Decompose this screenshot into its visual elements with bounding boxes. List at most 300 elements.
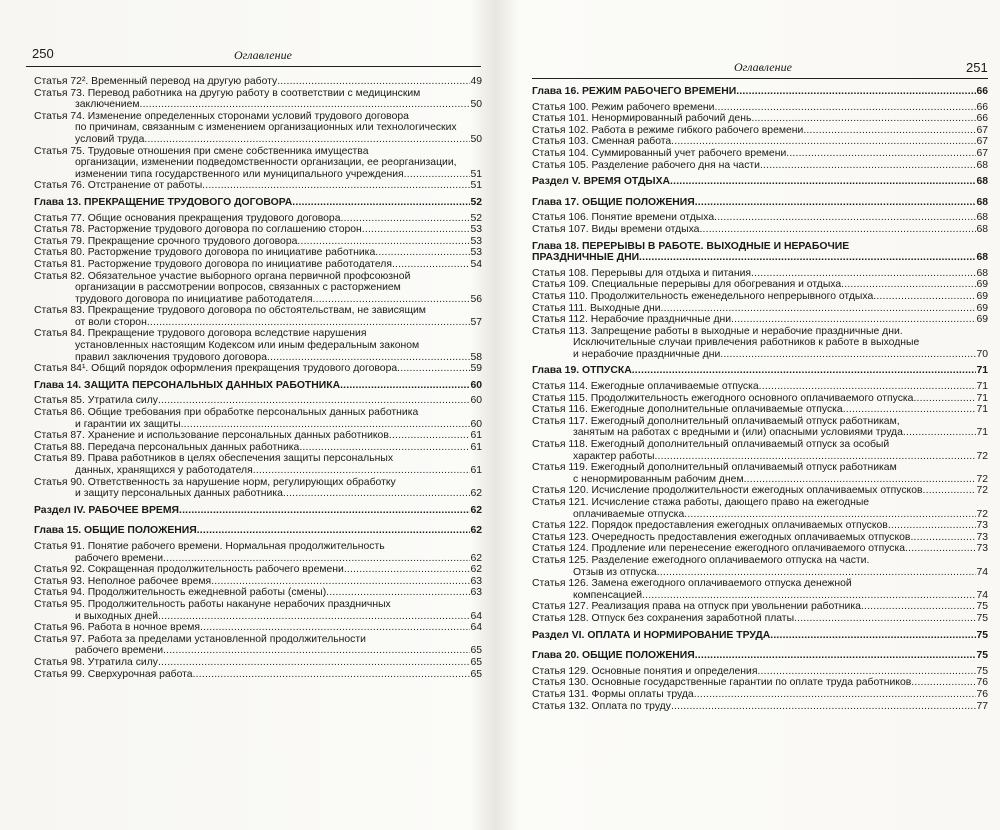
toc-page-number: 74 [976,566,988,578]
toc-entry-text: рабочего времени [75,645,164,657]
dot-leader [903,427,977,439]
toc-heading [532,86,988,98]
toc-page-number: 68 [976,176,988,188]
left-header [12,44,482,64]
toc-entry-text: Статья 75. Трудовые отношения при смене собственника имущества [34,145,369,157]
toc-page-number: 65 [470,656,482,668]
toc-page-number: 60 [470,418,482,430]
toc-entry [34,111,482,146]
page-number: 250 [32,46,54,61]
toc-entry-text: Статья 116. Ежегодные дополнительные оплачиваемые отпуска [532,404,843,416]
toc-entry [34,180,482,192]
toc-entry [34,564,482,576]
toc-page-number: 69 [976,279,988,291]
dot-leader [770,630,976,642]
toc-page-number: 73 [976,543,988,555]
toc-entry-text: Глава 17. ОБЩИЕ ПОЛОЖЕНИЯ [532,196,695,208]
toc-heading [34,380,482,392]
dot-leader [200,622,470,634]
dot-leader [861,601,977,613]
toc-entry-text: Статья 91. Понятие рабочего времени. Нормальная продолжительность [34,540,385,552]
toc-entry-text: компенсацией [573,589,643,601]
toc-entry [532,136,988,148]
toc-entry [532,125,988,137]
toc-entry [532,578,988,601]
toc-page-number: 54 [470,258,482,270]
toc-entry [532,613,988,625]
toc-entry [34,634,482,657]
toc-entry-text: Глава 16. РЕЖИМ РАБОЧЕГО ВРЕМЕНИ [532,86,737,97]
dot-leader [699,224,976,236]
dot-leader [253,465,471,477]
dot-leader [277,76,470,88]
toc-entry [34,247,482,259]
toc-entry [532,224,988,236]
toc-page-number: 53 [470,235,482,247]
toc-entry-text: Отзыв из отпуска [573,566,657,578]
toc-entry-text: Статья 112. Нерабочие праздничные дни [532,314,732,326]
toc-entry [34,442,482,454]
toc-entry-text: условий труда [75,133,145,145]
dot-leader [694,689,977,701]
dot-leader [340,380,470,392]
header-title: Оглавление [734,60,792,74]
toc-page-number: 73 [976,531,988,543]
toc-entry-text: Статья 80. Расторжение трудового договора по инициативе работника [34,247,376,259]
toc-entry-text: Статья 118. Ежегодный дополнительный оплачиваемый отпуск за особый [532,439,890,451]
toc-entry-text: от воли сторон [75,316,147,328]
toc-entry [532,381,988,393]
toc-entry-text: Раздел IV. РАБОЧЕЕ ВРЕМЯ [34,504,179,516]
toc-entry-text: Статья 84. Прекращение трудового договора вследствие нарушения [34,328,367,340]
toc-entry-text: Статья 90. Ответственность за нарушение норм, регулирующих обработку [34,476,396,488]
toc-entry-text: Статья 126. Замена ежегодного оплачиваемого отпуска денежной [532,578,852,590]
dot-leader [197,525,471,537]
toc-page-number: 66 [976,113,988,125]
toc-page-number: 70 [976,348,988,360]
dot-leader [639,252,976,264]
toc-entry-text: Статья 97. Работа за пределами установленной продолжительности [34,633,366,645]
dot-leader [760,160,976,172]
toc-page-number: 71 [976,365,988,377]
dot-leader [179,505,470,517]
dot-leader [344,564,471,576]
toc-entry-text: Статья 102. Работа в режиме гибкого рабочего времени [532,124,804,136]
toc-entry-text: Статья 110. Продолжительность еженедельного непрерывного отдыха [532,290,874,302]
toc-list-left [34,76,482,680]
toc-entry-text: Статья 72². Временный перевод на другую работу [34,76,278,87]
toc-entry-text: рабочего времени [75,552,164,564]
toc-entry-text: установленных настоящим Кодексом или иным федеральным законом [75,340,420,352]
toc-entry-text: Статья 131. Формы оплаты труда [532,688,694,700]
toc-entry [532,462,988,485]
toc-entry [34,259,482,271]
toc-entry [34,236,482,248]
toc-page-number: 51 [470,180,482,192]
toc-page-number: 58 [470,351,482,363]
toc-entry-text: Статья 115. Продолжительность ежегодного основного оплачиваемого отпуска [532,392,914,404]
toc-page-number: 50 [470,99,482,111]
toc-page-number: 68 [976,159,988,171]
dot-leader [632,365,977,377]
toc-entry [532,148,988,160]
toc-entry-text: Статья 81. Расторжение трудового договора по инициативе работодателя [34,258,392,270]
dot-leader [163,553,470,565]
toc-entry-text: Статья 101. Ненормированный рабочий день [532,113,752,125]
toc-page-number: 72 [976,473,988,485]
toc-entry-text: Статья 74. Изменение определенных сторонами условий трудового договора [34,110,409,122]
toc-entry-text: Статья 119. Ежегодный дополнительный оплачиваемый отпуск работникам [532,462,897,474]
toc-page-number: 74 [976,589,988,601]
dot-leader [695,650,977,662]
toc-entry-text: Статья 124. Продление или перенесение ежегодного оплачиваемого отпуска [532,543,906,555]
toc-page-number: 62 [470,564,482,576]
toc-entry-text: Статья 99. Сверхурочная работа [34,668,193,680]
toc-heading [532,241,988,264]
toc-entry-text: Глава 13. ПРЕКРАЩЕНИЕ ТРУДОВОГО ДОГОВОРА [34,196,293,208]
toc-entry [34,599,482,622]
toc-entry [34,477,482,500]
toc-entry-text: Глава 15. ОБЩИЕ ПОЛОЖЕНИЯ [34,525,197,537]
dot-leader [211,576,470,588]
toc-page-number: 66 [976,86,988,97]
toc-entry-text: Статья 93. Неполное рабочее время [34,575,212,587]
toc-entry [532,677,988,689]
toc-page-number: 75 [976,665,988,677]
dot-leader [297,236,470,248]
toc-entry [532,393,988,405]
toc-page-number: 69 [976,314,988,326]
toc-page-number: 75 [976,612,988,624]
dot-leader [670,176,976,188]
dot-leader [803,125,976,137]
toc-entry [34,453,482,476]
toc-entry-text: Статья 82. Обязательное участие выборного органа первичной профсоюзной [34,270,411,282]
toc-page-number: 50 [470,133,482,145]
toc-page-number: 65 [470,668,482,680]
dot-leader [720,349,976,361]
toc-page-number: 60 [470,379,482,391]
toc-page-number: 52 [470,212,482,224]
dot-leader [751,268,976,280]
toc-entry [532,113,988,125]
dot-leader [657,567,977,579]
dot-leader [731,314,976,326]
toc-entry [532,404,988,416]
toc-entry [532,689,988,701]
toc-entry [532,416,988,439]
toc-page-number: 53 [470,224,482,236]
dot-leader [684,509,976,521]
toc-entry [34,88,482,111]
toc-page-number: 72 [976,485,988,497]
dot-leader [267,352,470,364]
toc-page-number: 68 [976,212,988,224]
toc-entry-text: Статья 114. Ежегодные оплачиваемые отпуска [532,381,759,393]
toc-page-number: 72 [976,450,988,462]
toc-entry-text: Статья 120. Исчисление продолжительности ежегодных оплачиваемых отпусков [532,485,923,497]
toc-entry-text: Статья 117. Ежегодный дополнительный оплачиваемый отпуск работникам, [532,415,900,427]
dot-leader [158,611,470,623]
toc-page-number: 71 [976,381,988,393]
toc-entry [532,303,988,315]
toc-page-number: 71 [976,392,988,404]
toc-entry-text: Статья 92. Сокращенная продолжительность рабочего времени [34,564,344,576]
toc-page-number: 76 [976,688,988,700]
toc-entry [34,328,482,363]
dot-leader [299,442,470,454]
toc-entry-text: Статья 94. Продолжительность ежедневной работы (смены) [34,587,327,599]
toc-entry-text: организации в рассмотрении вопросов, связанных с расторжением [75,282,401,294]
toc-page-number: 53 [470,247,482,259]
header-title: Оглавление [234,48,292,62]
toc-entry-text: Статья 125. Разделение ежегодного оплачиваемого отпуска на части. [532,554,870,566]
dot-leader [283,488,471,500]
toc-page-number: 62 [470,552,482,564]
dot-leader [181,419,471,431]
toc-entry [532,268,988,280]
toc-entry [532,291,988,303]
toc-entry-text: с ненормированным рабочим днем [573,473,744,485]
toc-entry-text: Статья 100. Режим рабочего времени [532,101,715,113]
dot-leader [910,532,976,544]
toc-entry [532,212,988,224]
dot-leader [786,148,976,160]
toc-page-number: 71 [976,427,988,439]
toc-heading [532,365,988,377]
toc-page-number: 61 [470,465,482,476]
toc-entry-text: Статья 84¹. Общий порядок оформления прекращения трудового договора [34,363,398,375]
toc-entry-text: Статья 79. Прекращение срочного трудового договора [34,235,298,247]
toc-entry [532,439,988,462]
toc-entry-text: Раздел V. ВРЕМЯ ОТДЫХА [532,176,671,188]
toc-heading [532,197,988,209]
toc-page-number: 59 [470,363,482,375]
toc-entry-text: по причинам, связанным с изменением организационных или технологических [75,122,457,134]
dot-leader [759,381,977,393]
toc-page-number: 49 [470,76,482,87]
toc-entry [532,497,988,520]
toc-entry-text: Глава 19. ОТПУСКА [532,365,632,377]
toc-page-number: 60 [470,395,482,407]
toc-entry-text: Статья 78. Расторжение трудового договора по соглашению сторон [34,224,362,236]
header-rule [532,78,988,79]
dot-leader [158,657,470,669]
toc-entry-text: трудового договора по инициативе работодателя [75,293,313,305]
toc-entry-text: Статья 107. Виды времени отдыха [532,223,700,235]
toc-entry-text: Статья 104. Суммированный учет рабочего времени [532,147,787,159]
toc-entry-text: Статья 95. Продолжительность работы накануне нерабочих праздничных [34,598,391,610]
dot-leader [341,213,471,225]
toc-entry-text: и выходных дней [75,610,159,622]
toc-entry [532,666,988,678]
dot-leader [389,430,471,442]
toc-entry-text: Статья 77. Общие основания прекращения трудового договора [34,212,341,224]
toc-page-number: 72 [976,508,988,520]
toc-entry-text: Статья 129. Основные понятия и определения [532,665,758,677]
toc-entry [34,407,482,430]
toc-entry [532,314,988,326]
toc-entry [532,543,988,555]
toc-entry [532,601,988,613]
toc-page-number: 75 [976,601,988,613]
dot-leader [202,180,470,192]
toc-page-number: 63 [470,587,482,599]
dot-leader [654,451,976,463]
toc-entry-text: Статья 122. Порядок предоставления ежегодных оплачиваемых отпусков [532,520,888,532]
toc-entry-text: Статья 86. Общие требования при обработке персональных данных работника [34,407,419,419]
dot-leader [671,136,976,148]
toc-entry-text: Статья 130. Основные государственные гарантии по оплате труда работников [532,677,912,689]
header-rule [26,66,481,67]
toc-entry-text: Статья 111. Выходные дни [532,302,661,314]
toc-entry-text: Статья 87. Хранение и использование персональных данных работников [34,430,389,442]
dot-leader [313,294,471,306]
dot-leader [158,395,470,407]
toc-page-number: 73 [976,520,988,532]
dot-leader [140,99,471,111]
toc-entry [532,555,988,578]
toc-entry [532,520,988,532]
toc-heading [34,197,482,209]
toc-entry-text: ПРАЗДНИЧНЫЕ ДНИ [532,252,640,264]
toc-entry [34,213,482,225]
toc-page-number: 77 [976,700,988,712]
page-number: 251 [966,60,988,75]
toc-page-number: 63 [470,575,482,587]
toc-page-number: 68 [976,252,988,264]
toc-page-number: 57 [470,316,482,328]
toc-entry-text: Глава 18. ПЕРЕРЫВЫ В РАБОТЕ. ВЫХОДНЫЕ И НЕРАБОЧИЕ [532,240,850,252]
toc-entry-text: Статья 121. Исчисление стажа работы, дающего право на ежегодные [532,497,870,508]
toc-entry-text: и защиту персональных данных работника [75,488,283,500]
dot-leader [642,590,976,602]
toc-page-number: 65 [470,645,482,657]
toc-entry-text: заключением [75,99,140,111]
toc-entry [34,430,482,442]
dot-leader [913,393,976,405]
toc-entry-text: занятым на работах с вредными и (или) опасными условиями труда [573,427,903,439]
toc-entry-text: Статья 127. Реализация права на отпуск при увольнении работника [532,601,861,613]
dot-leader [292,197,470,209]
toc-heading [532,176,988,188]
toc-page-number: 76 [976,677,988,689]
toc-page-number: 62 [470,488,482,500]
toc-entry [532,160,988,172]
toc-entry [34,657,482,669]
toc-entry [34,363,482,375]
dot-leader [661,303,977,315]
dot-leader [873,291,976,303]
toc-page-number: 75 [976,629,988,641]
toc-entry [34,395,482,407]
dot-leader [695,197,977,209]
toc-entry [34,622,482,634]
toc-page-number: 68 [976,223,988,235]
toc-page-number: 61 [470,430,482,442]
toc-page-number: 64 [470,622,482,634]
toc-page-number: 67 [976,124,988,136]
dot-leader [714,102,976,114]
toc-entry-text: Статья 83. Прекращение трудового договора по обстоятельствам, не зависящим [34,305,426,317]
toc-page-number: 62 [470,525,482,537]
toc-entry-text: данных, хранящихся у работодателя [75,465,253,476]
toc-entry-text: Статья 89. Права работников в целях обеспечения защиты персональных [34,453,394,465]
toc-entry [532,102,988,114]
toc-page-number: 52 [470,196,482,208]
toc-entry-text: Статья 106. Понятие времени отдыха [532,212,715,224]
dot-leader [362,224,471,236]
toc-entry-text: Статья 73. Перевод работника на другую работу в соответствии с медицинским [34,87,421,99]
toc-heading [532,630,988,642]
dot-leader [714,212,976,224]
dot-leader [392,259,470,271]
toc-entry-text: Исключительные случаи привлечения работников к работе в выходные [573,337,920,349]
toc-page-number: 56 [470,293,482,305]
right-header [528,56,1000,76]
toc-entry-text: Статья 85. Утратила силу [34,395,158,407]
toc-entry-text: Статья 128. Отпуск без сохранения заработной платы [532,612,795,624]
dot-leader [911,677,976,689]
toc-entry-text: Статья 96. Работа в ночное время [34,622,201,634]
toc-page-number: 62 [470,504,482,516]
dot-leader [744,474,977,486]
dot-leader [397,363,470,375]
left-page [0,0,490,830]
toc-entry-text: Статья 103. Сменная работа [532,136,672,148]
toc-page-number: 75 [976,650,988,662]
toc-entry-text: Статья 105. Разделение рабочего дня на части [532,159,760,171]
toc-entry-text: Статья 123. Очередность предоставления ежегодных оплачиваемых отпусков [532,531,911,543]
toc-entry [34,224,482,236]
toc-page-number: 69 [976,290,988,302]
toc-entry [34,669,482,681]
toc-heading [532,650,988,662]
toc-entry-text: Статья 88. Передача персональных данных работника [34,441,300,453]
dot-leader [905,543,976,555]
dot-leader [923,485,977,497]
dot-leader [843,404,977,416]
toc-entry [34,271,482,306]
dot-leader [841,279,976,291]
toc-entry-text: характер работы [573,450,655,462]
toc-page-number: 61 [470,441,482,453]
toc-entry [532,701,988,713]
toc-heading [34,505,482,517]
toc-entry-text: Глава 20. ОБЩИЕ ПОЛОЖЕНИЯ [532,650,695,662]
dot-leader [888,520,977,532]
toc-page-number: 68 [976,267,988,279]
toc-page-number: 67 [976,136,988,148]
toc-entry [34,76,482,88]
toc-entry-text: организации, изменении подведомственности организации, ее реорганизации, [75,157,457,169]
toc-page-number: 69 [976,302,988,314]
dot-leader [404,169,471,181]
toc-entry-text: Статья 109. Специальные перерывы для обогревания и отдыха [532,279,842,291]
toc-entry [532,532,988,544]
toc-entry-text: Раздел VI. ОПЛАТА И НОРМИРОВАНИЕ ТРУДА [532,629,771,641]
dot-leader [163,645,470,657]
toc-page-number: 64 [470,610,482,622]
toc-entry [34,576,482,588]
dot-leader [751,113,976,125]
toc-list-right [532,86,988,712]
toc-entry-text: Статья 76. Отстранение от работы [34,180,203,192]
toc-entry [34,305,482,328]
toc-entry [34,541,482,564]
toc-entry-text: правил заключения трудового договора [75,351,267,363]
toc-entry-text: Статья 132. Оплата по труду [532,700,671,712]
